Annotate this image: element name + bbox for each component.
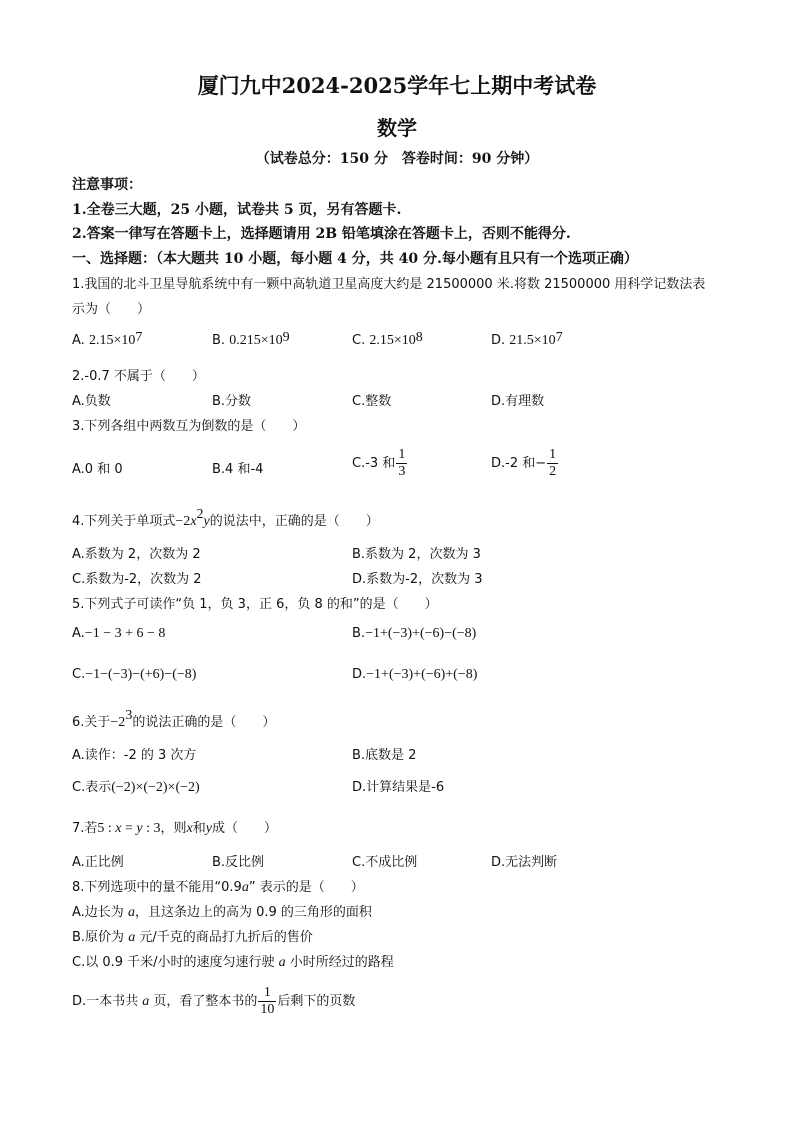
q1-option-a: A. $2.15\times 10^7$	[72, 330, 143, 348]
notes-item-1: 1.全卷三大题，25 小题，试卷共 5 页，另有答题卡.	[72, 202, 402, 218]
q8-option-c: C.以 0.9 千米/小时的速度匀速行驶 a 小时所经过的路程	[72, 955, 394, 970]
q4-stem: 4.下列关于单项式$-2x^2y$的说法中，正确的是（ ）	[72, 507, 379, 529]
q1-stem-line2: 示为（ ）	[72, 302, 151, 317]
q5-option-b: B.−1+(−3)+(−6)−(−8)	[352, 626, 477, 641]
q3-d-fraction: $\frac{1}{2}$	[549, 447, 557, 479]
q4-option-a: A.系数为 2，次数为 2	[72, 547, 201, 562]
q4-option-c: C.系数为-2，次数为 2	[72, 572, 202, 587]
q8-option-d: D.一本书共 a 页，看了整本书的 $\frac{1}{10}$ 后剩下的页数	[72, 985, 356, 1017]
subject-title: 数学	[377, 116, 417, 140]
q6-option-c: C.表示(−2)×(−2)×(−2)	[72, 780, 200, 795]
q1-option-c: C. $2.15\times 10^8$	[352, 330, 423, 348]
q5-option-a: A.−1 − 3 + 6 − 8	[72, 626, 166, 641]
q3-option-d: D.-2 和− $\frac{1}{2}$	[491, 447, 557, 479]
exam-title: 厦门九中2024-2025学年七上期中考试卷	[197, 73, 597, 98]
section-1-heading: 一、选择题：（本大题共 10 小题，每小题 4 分，共 40 分.每小题有且只有一个选项正确）	[72, 251, 638, 267]
q8-option-b: B.原价为 a 元/千克的商品打九折后的售价	[72, 930, 313, 945]
exam-info: （试卷总分：150 分 答卷时间：90 分钟）	[255, 151, 539, 167]
q5-option-d: D.−1+(−3)+(−6)+(−8)	[352, 667, 478, 682]
q1-stem-line1: 1.我国的北斗卫星导航系统中有一颗中高轨道卫星高度大约是 21500000 米.将数 21500000 用科学记数法表	[72, 277, 706, 292]
q8-d-fraction: $\frac{1}{10}$	[260, 985, 275, 1017]
q6-option-d: D.计算结果是-6	[352, 780, 445, 795]
q6-option-b: B.底数是 2	[352, 748, 417, 763]
q4-option-d: D.系数为-2，次数为 3	[352, 572, 483, 587]
q1-option-d: D. $21.5\times 10^7$	[491, 330, 563, 348]
q1-option-b: B. $0.215\times 10^9$	[212, 330, 290, 348]
q3-c-fraction: $\frac{1}{3}$	[398, 447, 406, 479]
q4-option-b: B.系数为 2，次数为 3	[352, 547, 481, 562]
q7-option-b: B.反比例	[212, 855, 265, 870]
q7-option-a: A.正比例	[72, 855, 124, 870]
q8-option-a: A.边长为 a，且这条边上的高为 0.9 的三角形的面积	[72, 905, 372, 920]
q5-option-c: C.−1−(−3)−(+6)−(−8)	[72, 667, 197, 682]
q3-option-a: A.0 和 0	[72, 462, 123, 477]
q3-option-c: C.-3 和 $\frac{1}{3}$	[352, 447, 406, 479]
q7-option-d: D.无法判断	[491, 855, 558, 870]
q2-option-b: B.分数	[212, 394, 252, 409]
q5-stem: 5.下列式子可读作“负 1，负 3，正 6，负 8 的和”的是（ ）	[72, 597, 438, 612]
notes-item-2: 2.答案一律写在答题卡上，选择题请用 2B 铅笔填涂在答题卡上，否则不能得分.	[72, 226, 571, 242]
q6-option-a: A.读作：-2 的 3 次方	[72, 748, 197, 763]
q2-option-d: D.有理数	[491, 394, 545, 409]
q7-stem: 7.若5 : x = y : 3，则x和y成（ ）	[72, 821, 278, 836]
q2-option-a: A.负数	[72, 394, 111, 409]
q7-option-c: C.不成比例	[352, 855, 418, 870]
q8-stem: 8.下列选项中的量不能用“0.9a” 表示的是（ ）	[72, 880, 364, 895]
q2-stem: 2.-0.7 不属于（ ）	[72, 369, 205, 384]
q2-option-c: C.整数	[352, 394, 392, 409]
q3-stem: 3.下列各组中两数互为倒数的是（ ）	[72, 419, 306, 434]
q6-stem: 6.关于$-2^3$的说法正确的是（ ）	[72, 708, 276, 730]
q3-option-b: B.4 和-4	[212, 462, 264, 477]
notes-heading: 注意事项：	[72, 177, 142, 193]
